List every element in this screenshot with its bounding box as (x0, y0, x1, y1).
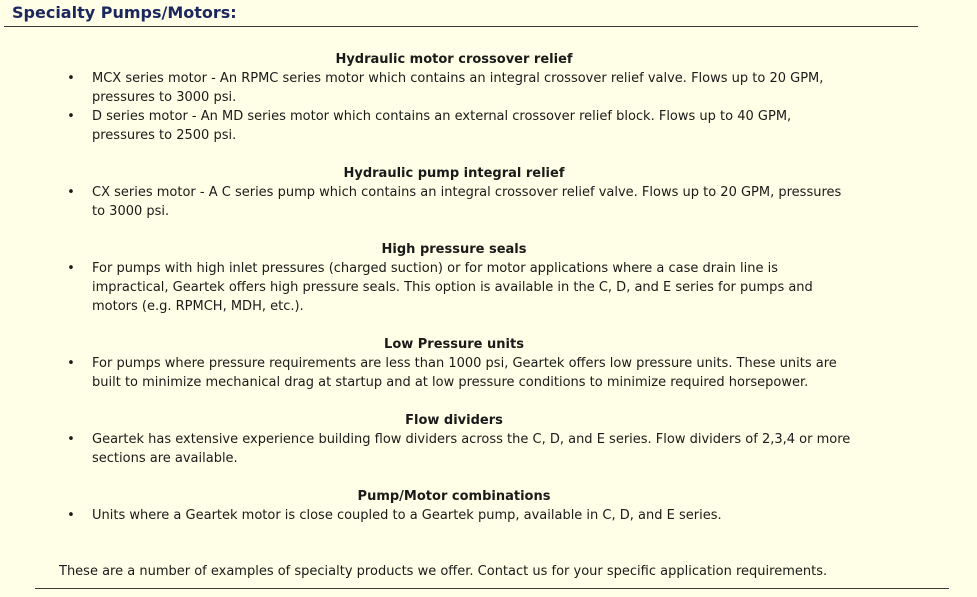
list-item-text: For pumps with high inlet pressures (charged suction) or for motor applications where a case drain line is impractical, Geartek offers high pressure seals. This option is available in the C, D, and E series for pumps and motors (e.g. RPMCH, MDH, etc.). (92, 261, 813, 314)
content-area (0, 50, 977, 525)
page-title: Specialty Pumps/Motors: (12, 3, 237, 22)
bullet-list (0, 183, 977, 221)
section-low-pressure-units (0, 335, 977, 392)
section-heading: Pump/Motor combinations (357, 489, 551, 504)
bullet-icon: • (67, 356, 75, 371)
bullet-list (0, 430, 977, 468)
section-heading: Low Pressure units (384, 337, 524, 352)
title-divider (4, 26, 918, 27)
bullet-icon: • (67, 185, 75, 200)
section-heading: Hydraulic pump integral relief (343, 166, 565, 181)
bullet-list (0, 506, 977, 525)
list-item (0, 183, 852, 221)
footer-divider (35, 588, 949, 589)
section-pump-motor-combinations (0, 487, 977, 525)
list-item (0, 506, 852, 525)
list-item-text: D series motor - An MD series motor which contains an external crossover relief block. Flows up to 40 GPM, pressures to 2500 psi. (92, 109, 792, 143)
list-item-text: Geartek has extensive experience building flow dividers across the C, D, and E series. Flow dividers of 2,3,4 or more sections are available. (92, 432, 851, 466)
list-item (0, 107, 852, 145)
list-item-text: CX series motor - A C series pump which contains an integral crossover relief valve. Flows up to 20 GPM, pressures to 3000 psi. (92, 185, 842, 219)
list-item-text: MCX series motor - An RPMC series motor which contains an integral crossover relief valve. Flows up to 20 GPM, pressures to 3000 psi. (92, 71, 824, 105)
bullet-icon: • (67, 432, 75, 447)
list-item (0, 354, 852, 392)
list-item-text: For pumps where pressure requirements are less than 1000 psi, Geartek offers low pressure units. These units are built to minimize mechanical drag at startup and at low pressure conditions to minimize required horsepower. (92, 356, 837, 390)
section-heading: Hydraulic motor crossover relief (335, 52, 573, 67)
list-item (0, 69, 852, 107)
section-high-pressure-seals (0, 240, 977, 316)
section-heading: Flow dividers (405, 413, 503, 428)
section-crossover-relief (0, 50, 977, 145)
list-item (0, 430, 852, 468)
bullet-list (0, 354, 977, 392)
bullet-icon: • (67, 261, 75, 276)
section-heading: High pressure seals (381, 242, 527, 257)
list-item-text: Units where a Geartek motor is close coupled to a Geartek pump, available in C, D, and E series. (92, 508, 722, 523)
list-item (0, 259, 852, 316)
bullet-list (0, 259, 977, 316)
footer-note: These are a number of examples of specialty products we offer. Contact us for your specific application requirements. (59, 564, 828, 579)
bullet-icon: • (67, 71, 75, 86)
bullet-icon: • (67, 508, 75, 523)
bullet-list (0, 69, 977, 145)
bullet-icon: • (67, 109, 75, 124)
section-flow-dividers (0, 411, 977, 468)
section-pump-integral-relief (0, 164, 977, 221)
